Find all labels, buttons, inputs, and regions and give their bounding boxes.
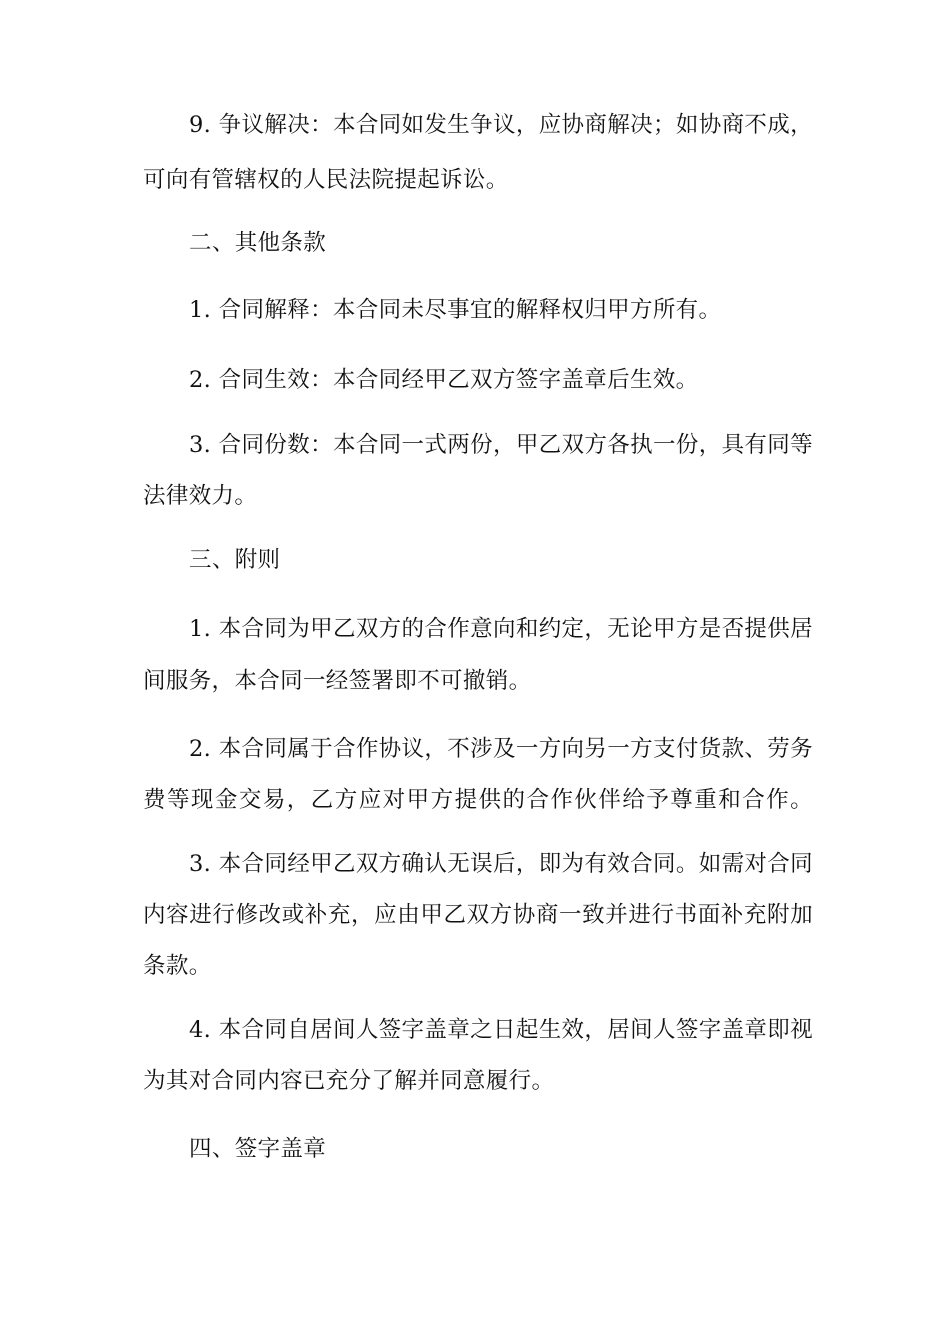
appendix-clause-3-line-3: 条款。: [143, 953, 212, 979]
clause-9-line-2: 可向有管辖权的人民法院提起诉讼。: [143, 167, 509, 193]
appendix-clause-3-line-2: 内容进行修改或补充，应由甲乙双方协商一致并进行书面补充附加: [143, 902, 813, 928]
clause-9-line-1: 9. 争议解决：本合同如发生争议，应协商解决；如协商不成，: [189, 112, 813, 138]
other-terms-clause-3-line-1: 3. 合同份数：本合同一式两份，甲乙双方各执一份，具有同等: [189, 432, 813, 458]
appendix-clause-4-line-2: 为其对合同内容已充分了解并同意履行。: [143, 1068, 555, 1094]
section-heading-appendix: 三、附则: [189, 547, 281, 573]
section-heading-signature: 四、签字盖章: [189, 1136, 327, 1162]
other-terms-clause-2: 2. 合同生效：本合同经甲乙双方签字盖章后生效。: [189, 367, 699, 393]
section-heading-other-terms: 二、其他条款: [189, 230, 327, 256]
appendix-clause-1-line-1: 1. 本合同为甲乙双方的合作意向和约定，无论甲方是否提供居: [189, 616, 813, 642]
appendix-clause-2-line-1: 2. 本合同属于合作协议，不涉及一方向另一方支付货款、劳务: [189, 736, 813, 762]
appendix-clause-2-line-2: 费等现金交易，乙方应对甲方提供的合作伙伴给予尊重和合作。: [143, 787, 813, 813]
other-terms-clause-1: 1. 合同解释：本合同未尽事宜的解释权归甲方所有。: [189, 297, 722, 323]
appendix-clause-3-line-1: 3. 本合同经甲乙双方确认无误后，即为有效合同。如需对合同: [189, 851, 813, 877]
appendix-clause-1-line-2: 间服务，本合同一经签署即不可撤销。: [143, 668, 532, 694]
appendix-clause-4-line-1: 4. 本合同自居间人签字盖章之日起生效，居间人签字盖章即视: [189, 1017, 813, 1043]
other-terms-clause-3-line-2: 法律效力。: [143, 483, 258, 509]
